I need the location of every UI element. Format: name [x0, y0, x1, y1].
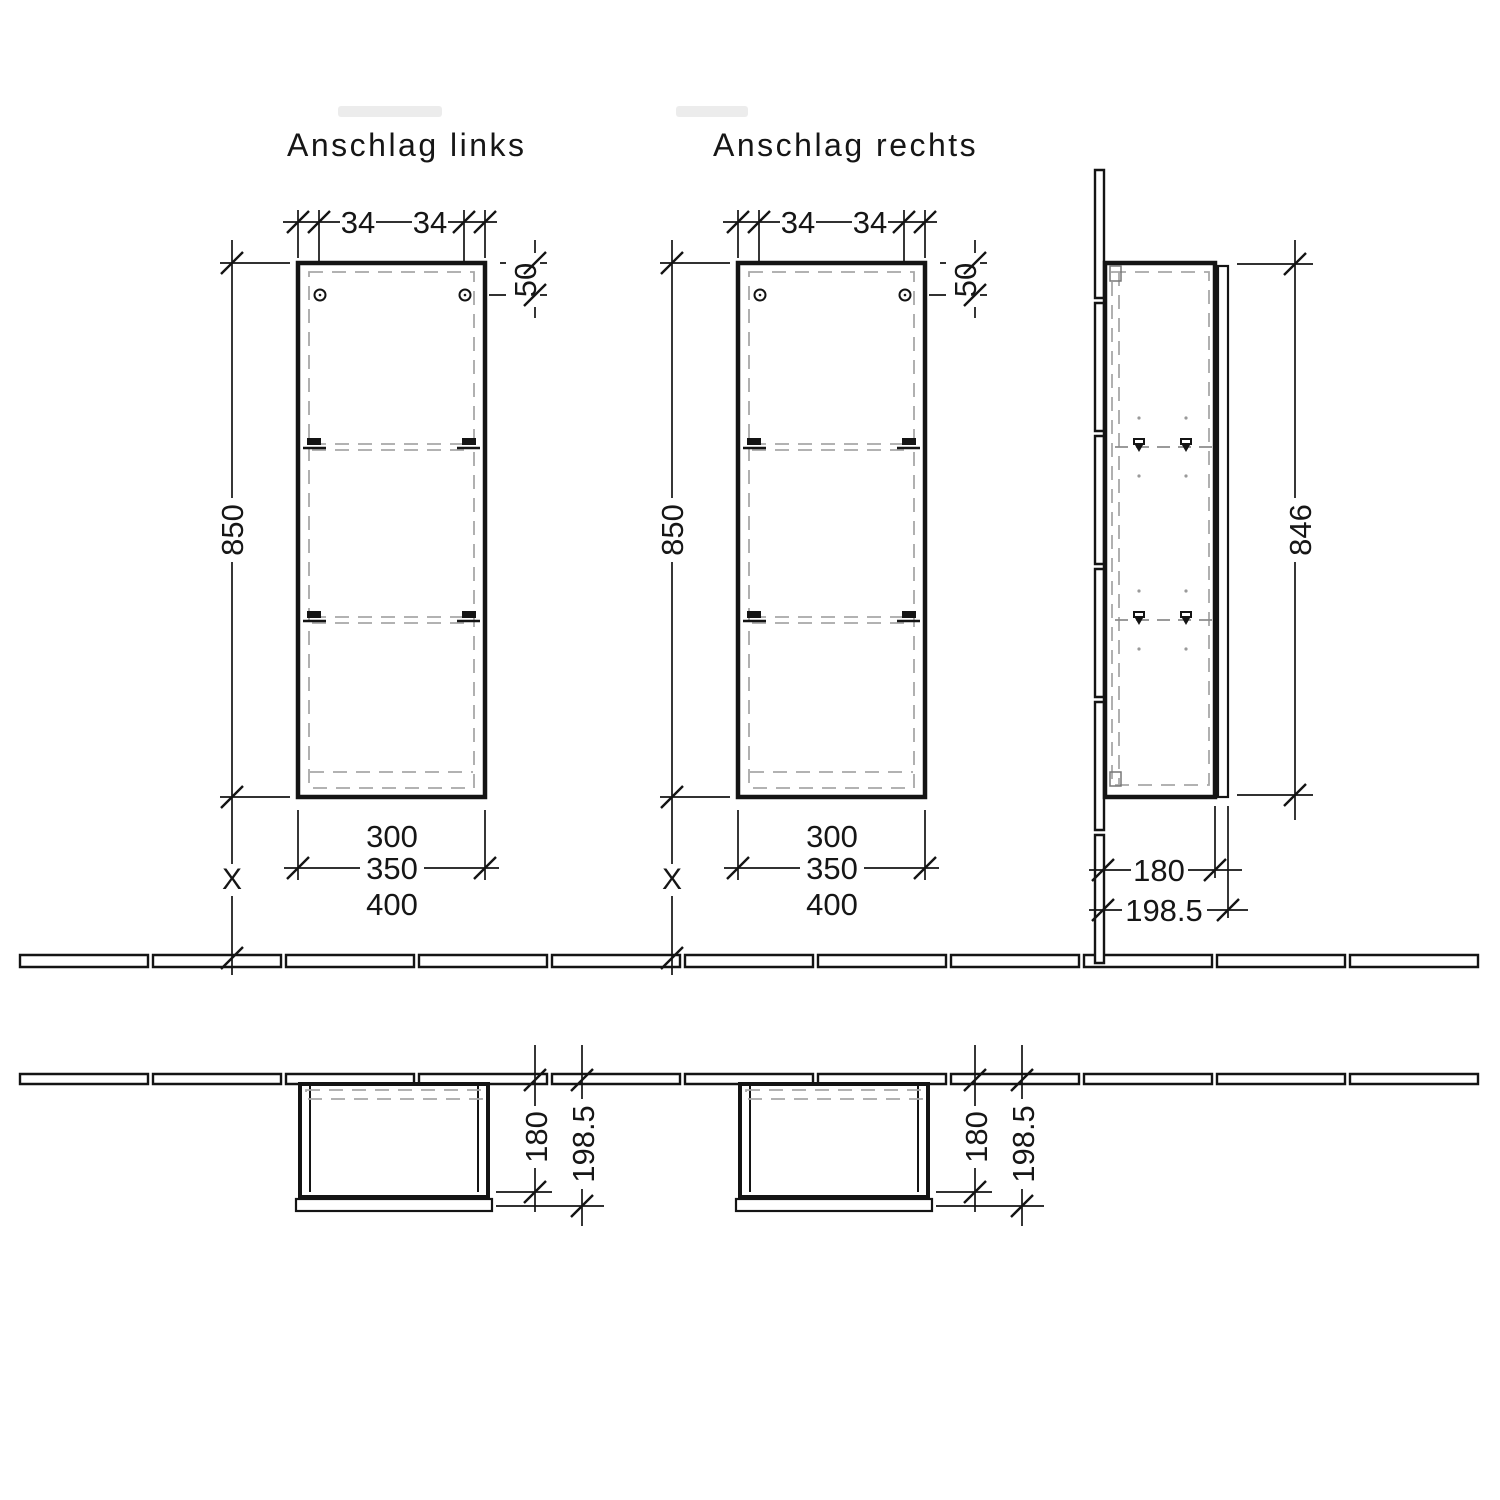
dim-width-400: 400	[366, 887, 418, 922]
ghost-text-mark	[676, 106, 748, 117]
dim-wall-distance: X	[221, 863, 243, 896]
dim-depth-total: 198.5	[566, 1105, 601, 1183]
ghost-text-mark	[338, 106, 442, 117]
view-plan-hinge-right	[736, 1045, 1044, 1226]
dim-height: 850	[215, 504, 250, 556]
dim-pitch-left: 34	[780, 205, 816, 240]
dim-depth-body: 180	[1133, 853, 1185, 888]
view-front-hinge-left	[211, 127, 547, 975]
dim-door-height: 846	[1283, 504, 1318, 556]
dim-pitch-left: 34	[340, 205, 376, 240]
wall-section-row-upper	[20, 955, 1478, 967]
dim-depth-total: 198.5	[1006, 1105, 1041, 1183]
dim-width-350: 350	[366, 851, 418, 886]
view-title: Anschlag rechts	[713, 127, 979, 163]
view-plan-hinge-left	[296, 1045, 604, 1226]
dim-hole-top: 50	[508, 262, 543, 298]
view-side	[1089, 170, 1318, 963]
dim-hole-top: 50	[948, 262, 983, 298]
dim-depth-total: 198.5	[1125, 893, 1203, 928]
door-panel-side	[1218, 266, 1228, 797]
view-front-hinge-right	[651, 127, 987, 975]
dim-width-300: 300	[806, 819, 858, 854]
view-title: Anschlag links	[287, 127, 527, 163]
dim-pitch-right: 34	[852, 205, 888, 240]
dim-depth-body: 180	[519, 1111, 554, 1163]
wall-section-vertical	[1095, 170, 1104, 963]
cabinet-side-outline	[1105, 263, 1215, 797]
dim-wall-distance: X	[661, 863, 683, 896]
dim-height: 850	[655, 504, 690, 556]
dim-pitch-right: 34	[412, 205, 448, 240]
dim-width-350: 350	[806, 851, 858, 886]
dim-width-300: 300	[366, 819, 418, 854]
dim-depth-body: 180	[959, 1111, 994, 1163]
dim-width-400: 400	[806, 887, 858, 922]
